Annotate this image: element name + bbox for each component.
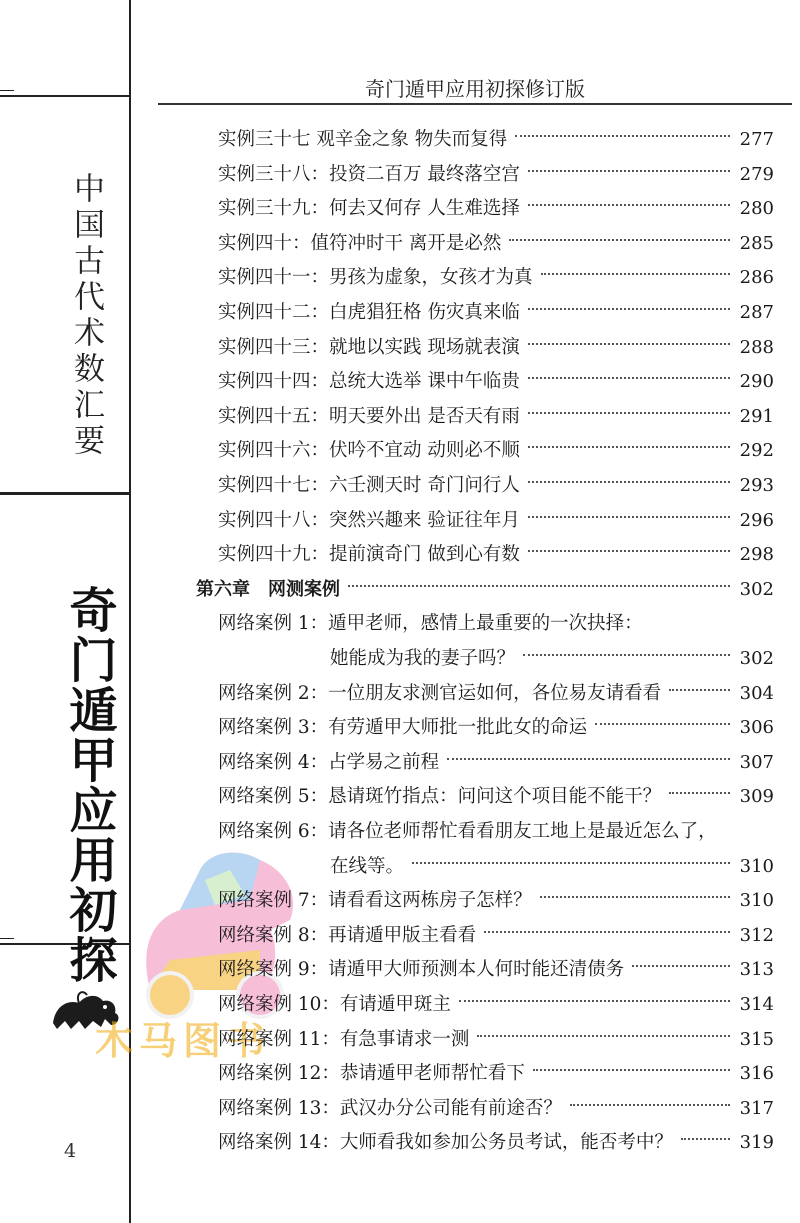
toc-entry [218, 331, 774, 365]
toc-dot-leader [528, 204, 730, 206]
toc-entry [218, 815, 774, 849]
toc-entry-row[interactable] [0, 158, 800, 192]
toc-page-number: 302 [739, 578, 774, 600]
toc-entry-row[interactable] [0, 227, 800, 261]
toc-page-number: 317 [739, 1097, 774, 1119]
toc-entry-row[interactable] [0, 296, 800, 330]
toc-entry [218, 780, 774, 814]
toc-page-number: 292 [739, 440, 774, 462]
toc-entry-row[interactable] [0, 607, 800, 641]
toc-page-number: 296 [739, 509, 774, 531]
toc-page-number: 290 [739, 371, 774, 393]
toc-entry-row[interactable] [0, 538, 800, 572]
toc-dot-leader [632, 965, 729, 967]
toc-entry-row[interactable] [0, 469, 800, 503]
toc-entry-label: 实例四十九：提前演奇门 做到心有数 [218, 544, 520, 566]
toc-entry-row[interactable] [0, 780, 800, 814]
toc-entry-row[interactable] [0, 1092, 800, 1126]
toc-entry-label: 网络案例 8：再请遁甲版主看看 [218, 924, 477, 946]
toc-entry-label: 实例四十：值符冲时干 离开是必然 [218, 232, 502, 254]
toc-dot-leader [528, 377, 730, 379]
toc-entry-row[interactable] [0, 988, 800, 1022]
toc-entry-row[interactable] [0, 123, 800, 157]
toc-entry [218, 677, 774, 711]
toc-entry [218, 296, 774, 330]
toc-entry [218, 1092, 774, 1126]
toc-dot-leader [528, 550, 730, 552]
toc-page-number: 280 [739, 198, 774, 220]
toc-entry-label: 网络案例 11：有急事请求一测 [218, 1028, 470, 1050]
toc-entry [218, 1023, 774, 1057]
toc-entry [218, 953, 774, 987]
toc-page-number: 307 [739, 751, 774, 773]
toc-entry-label: 实例三十七 观辛金之象 物失而复得 [218, 129, 508, 150]
toc-entry [218, 538, 774, 572]
toc-entry-row[interactable] [0, 642, 800, 676]
toc-entry-row[interactable] [0, 192, 800, 226]
toc-dot-leader [570, 1104, 730, 1106]
toc-entry-row[interactable] [0, 1126, 800, 1160]
toc-entry-label: 网络案例 9：请遁甲大师预测本人何时能还清债务 [218, 959, 625, 981]
toc-entry-label: 网络案例 14：大师看我如参加公务员考试，能否考中？ [218, 1132, 673, 1154]
toc-dot-leader [515, 135, 729, 137]
toc-entry [218, 1126, 774, 1160]
toc-page-number: 310 [739, 855, 774, 877]
toc-entry [218, 504, 774, 538]
toc-entry [218, 365, 774, 399]
toc-entry [218, 434, 774, 468]
toc-dot-leader [528, 446, 730, 448]
toc-entry-row[interactable] [0, 711, 800, 745]
header-rule [158, 103, 792, 105]
toc-entry-row[interactable] [0, 504, 800, 538]
toc-entry-label: 实例四十八：突然兴趣来 验证往年月 [218, 509, 520, 531]
toc-dot-leader [528, 343, 730, 345]
toc-entry-row[interactable] [0, 677, 800, 711]
toc-page-number: 304 [739, 682, 774, 704]
toc-page-number: 306 [739, 717, 774, 739]
toc-entry-label: 实例四十六：伏吟不宜动 动则必不顺 [218, 440, 520, 462]
toc-page-number: 277 [739, 129, 774, 150]
toc-entry-label: 网络案例 7：请看看这两栋房子怎样？ [218, 890, 532, 912]
toc-entry-row[interactable] [0, 850, 800, 884]
toc-entry-label: 她能成为我的妻子吗？ [330, 648, 516, 669]
toc-entry-row[interactable] [0, 400, 800, 434]
toc-entry-label: 网络案例 5：恳请斑竹指点：问问这个项目能不能干？ [218, 786, 662, 808]
toc-page-number: 279 [739, 163, 774, 185]
toc-entry-label: 网络案例 12：恭请遁甲老师帮忙看下 [218, 1063, 525, 1085]
toc-page-number: 309 [739, 786, 774, 808]
toc-page-number: 291 [739, 405, 774, 427]
toc-entry [330, 850, 774, 884]
running-header: 奇门遁甲应用初探修订版 [365, 77, 585, 101]
toc-entry [218, 884, 774, 918]
toc-dot-leader [541, 273, 730, 275]
toc-entry-row[interactable] [0, 1023, 800, 1057]
spine-left-tick-top [0, 90, 14, 91]
toc-entry-label: 网络案例 2：一位朋友求测官运如何，各位易友请看看 [218, 682, 662, 704]
toc-entry [218, 469, 774, 503]
toc-entry-row[interactable] [0, 1057, 800, 1091]
toc-entry-row[interactable] [0, 434, 800, 468]
toc-page-number: 293 [739, 475, 774, 496]
toc-entry-row[interactable] [0, 815, 800, 849]
toc-dot-leader [533, 1069, 730, 1071]
toc-dot-leader [528, 412, 730, 414]
toc-entry-row[interactable] [0, 884, 800, 918]
toc-entry [218, 919, 774, 953]
toc-entry [218, 1057, 774, 1091]
toc-entry-label: 在线等。 [330, 855, 405, 877]
page-number: 4 [64, 1140, 77, 1162]
toc-dot-leader [348, 585, 730, 587]
toc-page-number: 287 [739, 302, 774, 323]
toc-entry-label: 实例三十九：何去又何存 人生难选择 [218, 198, 520, 220]
toc-entry-row[interactable] [0, 331, 800, 365]
toc-dot-leader [523, 654, 730, 656]
toc-page-number: 286 [739, 267, 774, 289]
toc-dot-leader [669, 792, 729, 794]
toc-entry-label: 实例四十一：男孩为虚象，女孩才为真 [218, 267, 533, 289]
toc-dot-leader [484, 931, 729, 933]
toc-entry [218, 158, 774, 192]
toc-page-number: 313 [739, 959, 774, 981]
toc-dot-leader [528, 308, 730, 310]
toc-entry-label: 实例四十四：总统大选举 课中午临贵 [218, 371, 520, 393]
toc-entry-label: 网络案例 6：请各位老师帮忙看看朋友工地上是最近怎么了， [218, 821, 717, 842]
watermark-text: 木马图书 [95, 1019, 272, 1063]
toc-dot-leader [528, 170, 730, 172]
toc-entry [218, 123, 774, 157]
toc-dot-leader [447, 758, 729, 760]
toc-page-number: 314 [739, 994, 774, 1015]
toc-dot-leader [459, 1000, 730, 1002]
toc-entry-row[interactable] [0, 365, 800, 399]
toc-entry-label: 网络案例 10：有请遁甲斑主 [218, 994, 451, 1015]
toc-entry [218, 261, 774, 295]
toc-dot-leader [669, 689, 729, 691]
toc-entry-label: 实例四十二：白虎猖狂格 伤灾真来临 [218, 302, 520, 323]
toc-entry-label: 网络案例 1：遁甲老师，感情上最重要的一次抉择： [218, 613, 643, 635]
book-title: 奇门遁甲应用初探 [61, 585, 117, 985]
toc-entry [218, 607, 774, 641]
toc-page-number: 310 [739, 890, 774, 912]
toc-dot-leader [412, 862, 730, 864]
toc-page-number: 302 [739, 648, 774, 669]
toc-page-number: 316 [739, 1063, 774, 1085]
toc-entry-row[interactable] [0, 746, 800, 780]
toc-entry [218, 192, 774, 226]
toc-entry-label: 实例四十五：明天要外出 是否天有雨 [218, 405, 520, 427]
toc-dot-leader [528, 481, 730, 483]
toc-entry [330, 642, 774, 676]
toc-entry [196, 573, 774, 607]
toc-entry-label: 实例四十三：就地以实践 现场就表演 [218, 336, 520, 358]
toc-dot-leader [540, 896, 730, 898]
toc-page-number: 285 [739, 232, 774, 254]
toc-entry [218, 988, 774, 1022]
toc-entry-row[interactable] [0, 953, 800, 987]
toc-entry-label: 网络案例 4：占学易之前程 [218, 751, 440, 773]
toc-entry-label: 第六章 网测案例 [196, 578, 340, 600]
toc-entry [218, 746, 774, 780]
toc-entry-label: 实例三十八：投资二百万 最终落空宫 [218, 163, 520, 185]
toc-page-number: 288 [739, 336, 774, 358]
toc-dot-leader [477, 1035, 729, 1037]
toc-entry [218, 400, 774, 434]
toc-dot-leader [509, 239, 729, 241]
toc-chapter-row[interactable] [0, 573, 800, 607]
toc-page-number: 319 [739, 1132, 774, 1154]
toc-page-number: 315 [739, 1028, 774, 1050]
toc-dot-leader [528, 516, 730, 518]
toc-dot-leader [595, 723, 729, 725]
spine-top-rule [0, 95, 130, 97]
toc-page-number: 312 [739, 924, 774, 946]
toc-entry-label: 网络案例 13：武汉办分公司能有前途否？ [218, 1097, 562, 1119]
toc-entry-row[interactable] [0, 919, 800, 953]
toc-entry [218, 227, 774, 261]
toc-entry-row[interactable] [0, 261, 800, 295]
series-title: 中国古代术数汇要 [68, 172, 104, 460]
toc-entry-label: 网络案例 3：有劳遁甲大师批一批此女的命运 [218, 717, 588, 739]
toc-entry [218, 711, 774, 745]
toc-page-number: 298 [739, 544, 774, 566]
toc-dot-leader [681, 1138, 730, 1140]
toc-entry-label: 实例四十七：六壬测天时 奇门问行人 [218, 475, 520, 496]
